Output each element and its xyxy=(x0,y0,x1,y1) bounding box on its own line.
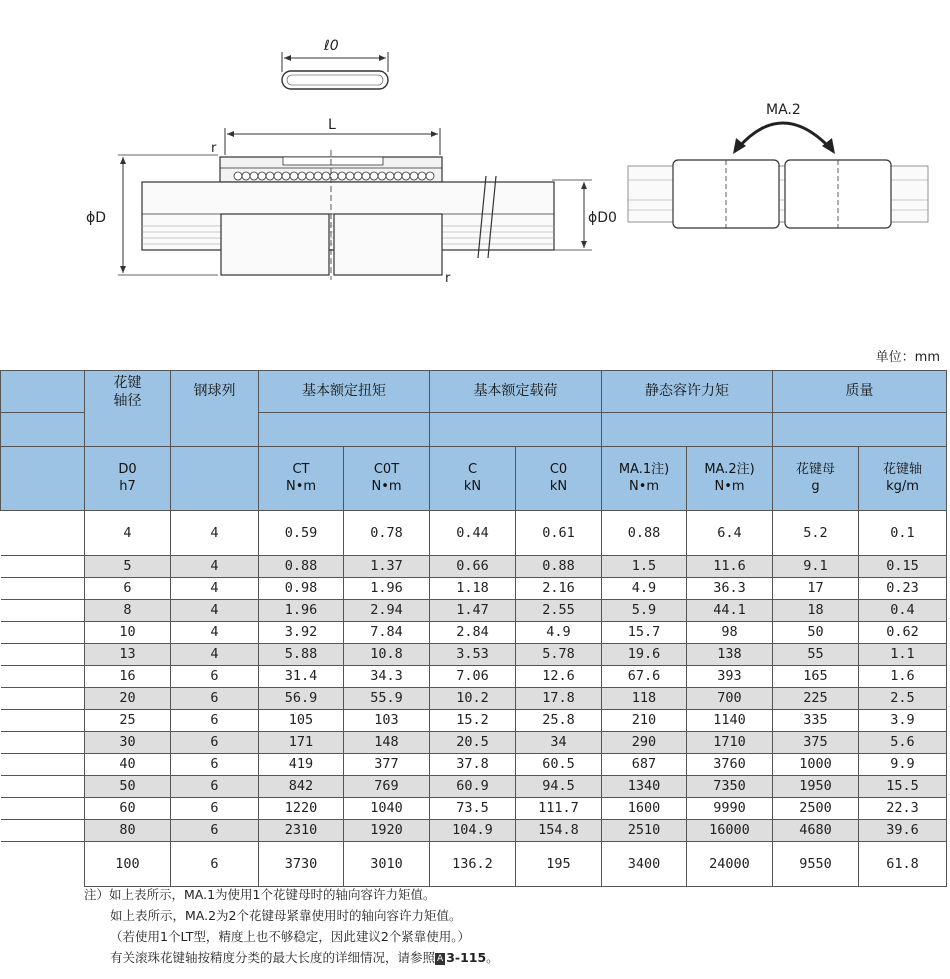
table-cell: 100 xyxy=(85,842,171,887)
table-cell: 98 xyxy=(687,622,773,644)
table-cell: 17.8 xyxy=(516,688,602,710)
table-cell: 6 xyxy=(171,666,259,688)
table-cell: 393 xyxy=(687,666,773,688)
table-cell: 0.59 xyxy=(259,511,344,556)
header-blank-2 xyxy=(1,413,85,447)
table-cell: 148 xyxy=(344,732,430,754)
table-cell: 15.7 xyxy=(602,622,687,644)
table-cell: 6 xyxy=(171,820,259,842)
label-MA2: MA.2 xyxy=(766,102,801,118)
table-row xyxy=(1,842,947,887)
table-cell: 4 xyxy=(171,622,259,644)
note-line-4-end: 。 xyxy=(486,950,499,965)
table-cell: 2.94 xyxy=(344,600,430,622)
header-ct xyxy=(259,447,344,511)
note-line-4 xyxy=(84,947,944,968)
table-cell: 5.78 xyxy=(516,644,602,666)
table-cell: 5.6 xyxy=(859,732,947,754)
header-mass-gap xyxy=(773,413,947,447)
shaft-mass-label: 花键轴 xyxy=(882,462,922,478)
table-cell: 1040 xyxy=(344,798,430,820)
table-cell: 9.9 xyxy=(859,754,947,776)
table-cell: 60 xyxy=(85,798,171,820)
table-cell: 687 xyxy=(602,754,687,776)
table-cell: 3730 xyxy=(259,842,344,887)
table-row xyxy=(1,710,947,732)
table-cell: 842 xyxy=(259,776,344,798)
table-cell: 1.37 xyxy=(344,556,430,578)
table-cell: 6 xyxy=(171,842,259,887)
table-cell: 1.96 xyxy=(344,578,430,600)
table-cell: 1920 xyxy=(344,820,430,842)
table-cell: 40 xyxy=(85,754,171,776)
table-cell: 10.2 xyxy=(430,688,516,710)
table-cell: 0.44 xyxy=(430,511,516,556)
table-cell: 1710 xyxy=(687,732,773,754)
table-cell: 2.55 xyxy=(516,600,602,622)
table-row xyxy=(1,666,947,688)
unit-kn: kN xyxy=(463,478,482,494)
table-cell: 377 xyxy=(344,754,430,776)
ma1-label: MA.1注) xyxy=(618,462,670,478)
table-cell: 67.6 xyxy=(602,666,687,688)
table-cell: 50 xyxy=(85,776,171,798)
header-torque-gap xyxy=(259,413,430,447)
table-cell: 56.9 xyxy=(259,688,344,710)
table-cell: 9990 xyxy=(687,798,773,820)
table-cell: 769 xyxy=(344,776,430,798)
header-ball-blank xyxy=(171,447,259,511)
table-cell: 0.1 xyxy=(859,511,947,556)
table-cell: 1.18 xyxy=(430,578,516,600)
table-cell: 24000 xyxy=(687,842,773,887)
header-c0t xyxy=(344,447,430,511)
table-cell: 60.9 xyxy=(430,776,516,798)
table-cell: 1220 xyxy=(259,798,344,820)
table-cell: 3400 xyxy=(602,842,687,887)
c-label: C xyxy=(467,462,478,478)
table-cell: 3010 xyxy=(344,842,430,887)
table-cell: 4 xyxy=(171,511,259,556)
note-line-4-text: 有关滚珠花键轴按精度分类的最大长度的详细情况，请参照 xyxy=(110,950,436,965)
table-cell: 118 xyxy=(602,688,687,710)
nut-drawing xyxy=(86,117,617,286)
table-cell: 5.9 xyxy=(602,600,687,622)
table-cell: 3.92 xyxy=(259,622,344,644)
table-cell: 4 xyxy=(171,600,259,622)
table-cell: 2.84 xyxy=(430,622,516,644)
row-gutter xyxy=(1,600,85,622)
table-row xyxy=(1,511,947,556)
table-row xyxy=(1,578,947,600)
unit-nm: N•m xyxy=(285,478,317,494)
spec-table-body xyxy=(1,511,947,887)
label-l0: ℓ0 xyxy=(324,38,339,54)
header-c xyxy=(430,447,516,511)
table-cell: 4 xyxy=(171,644,259,666)
note-line-3: （若使用1个LT型，精度上也不够稳定，因此建议2个紧靠使用。） xyxy=(110,929,471,944)
table-cell: 7.84 xyxy=(344,622,430,644)
table-cell: 111.7 xyxy=(516,798,602,820)
table-cell: 4 xyxy=(171,578,259,600)
table-cell: 34.3 xyxy=(344,666,430,688)
label-r-bottom: r xyxy=(445,271,451,286)
header-ma1 xyxy=(602,447,687,511)
table-cell: 10 xyxy=(85,622,171,644)
row-gutter xyxy=(1,644,85,666)
table-cell: 4 xyxy=(171,556,259,578)
table-cell: 225 xyxy=(773,688,859,710)
header-blank-3 xyxy=(1,447,85,511)
table-row xyxy=(1,644,947,666)
double-nut-drawing xyxy=(628,102,928,228)
table-cell: 44.1 xyxy=(687,600,773,622)
table-cell: 17 xyxy=(773,578,859,600)
nut-mass-label: 花键母 xyxy=(795,462,835,478)
table-cell: 18 xyxy=(773,600,859,622)
row-gutter xyxy=(1,578,85,600)
table-row xyxy=(1,688,947,710)
table-cell: 0.78 xyxy=(344,511,430,556)
table-cell: 1950 xyxy=(773,776,859,798)
table-cell: 50 xyxy=(773,622,859,644)
row-gutter xyxy=(1,776,85,798)
row-gutter xyxy=(1,732,85,754)
header-d0 xyxy=(85,447,171,511)
table-cell: 6 xyxy=(85,578,171,600)
label-phiD0: ϕD0 xyxy=(588,210,617,226)
table-cell: 11.6 xyxy=(687,556,773,578)
table-cell: 3.53 xyxy=(430,644,516,666)
note-line-1: 注）如上表所示，MA.1为使用1个花键母时的轴向容许力矩值。 xyxy=(84,887,436,902)
table-cell: 94.5 xyxy=(516,776,602,798)
table-cell: 1.1 xyxy=(859,644,947,666)
table-cell: 210 xyxy=(602,710,687,732)
header-torque: 基本额定扭矩 xyxy=(259,371,430,413)
table-cell: 20.5 xyxy=(430,732,516,754)
header-load: 基本额定载荷 xyxy=(430,371,602,413)
table-cell: 1.47 xyxy=(430,600,516,622)
table-cell: 290 xyxy=(602,732,687,754)
table-row xyxy=(1,820,947,842)
unit-nm: N•m xyxy=(628,478,660,494)
row-gutter xyxy=(1,754,85,776)
table-cell: 4.9 xyxy=(516,622,602,644)
unit-kgm: kg/m xyxy=(886,478,919,494)
row-gutter xyxy=(1,622,85,644)
table-cell: 6 xyxy=(171,710,259,732)
header-moment-gap xyxy=(602,413,773,447)
table-cell: 5 xyxy=(85,556,171,578)
row-gutter xyxy=(1,666,85,688)
table-row xyxy=(1,556,947,578)
row-gutter xyxy=(1,511,85,556)
header-ball-rows-label: 钢球列 xyxy=(193,383,236,399)
table-cell: 34 xyxy=(516,732,602,754)
table-cell: 0.23 xyxy=(859,578,947,600)
header-ball-rows xyxy=(171,371,259,447)
table-cell: 136.2 xyxy=(430,842,516,887)
table-cell: 15.5 xyxy=(859,776,947,798)
note-line-2: 如上表所示，MA.2为2个花键母紧靠使用时的轴向容许力矩值。 xyxy=(110,908,462,923)
unit-nm: N•m xyxy=(714,478,745,494)
header-shaft-mass xyxy=(859,447,947,511)
table-cell: 31.4 xyxy=(259,666,344,688)
table-cell: 104.9 xyxy=(430,820,516,842)
table-cell: 419 xyxy=(259,754,344,776)
table-cell: 55.9 xyxy=(344,688,430,710)
table-cell: 5.2 xyxy=(773,511,859,556)
table-cell: 375 xyxy=(773,732,859,754)
table-cell: 22.3 xyxy=(859,798,947,820)
table-cell: 6.4 xyxy=(687,511,773,556)
table-cell: 1600 xyxy=(602,798,687,820)
table-cell: 7.06 xyxy=(430,666,516,688)
table-cell: 19.6 xyxy=(602,644,687,666)
table-cell: 2.16 xyxy=(516,578,602,600)
table-cell: 61.8 xyxy=(859,842,947,887)
page-ref-link[interactable]: 3-115 xyxy=(446,950,487,965)
table-cell: 1340 xyxy=(602,776,687,798)
key-drawing xyxy=(282,38,388,89)
unit-g: g xyxy=(811,478,820,494)
header-ma2 xyxy=(687,447,773,511)
table-cell: 6 xyxy=(171,754,259,776)
table-row xyxy=(1,776,947,798)
table-cell: 4.9 xyxy=(602,578,687,600)
header-nut-mass xyxy=(773,447,859,511)
table-cell: 6 xyxy=(171,732,259,754)
ref-badge: A xyxy=(437,954,444,964)
table-cell: 60.5 xyxy=(516,754,602,776)
header-shaft-dia-label: 花键 轴径 xyxy=(113,375,142,409)
c0-label: C0 xyxy=(549,462,568,478)
table-row xyxy=(1,798,947,820)
table-row xyxy=(1,754,947,776)
technical-drawing xyxy=(0,0,950,345)
header-mass: 质量 xyxy=(773,371,947,413)
table-cell: 6 xyxy=(171,688,259,710)
table-cell: 171 xyxy=(259,732,344,754)
label-L: L xyxy=(328,117,336,133)
table-cell: 39.6 xyxy=(859,820,947,842)
table-cell: 700 xyxy=(687,688,773,710)
table-cell: 335 xyxy=(773,710,859,732)
table-row xyxy=(1,622,947,644)
table-cell: 16000 xyxy=(687,820,773,842)
table-cell: 138 xyxy=(687,644,773,666)
unit-label: 单位：mm xyxy=(875,350,940,365)
table-cell: 195 xyxy=(516,842,602,887)
table-cell: 3760 xyxy=(687,754,773,776)
table-cell: 3.9 xyxy=(859,710,947,732)
table-cell: 154.8 xyxy=(516,820,602,842)
table-cell: 16 xyxy=(85,666,171,688)
row-gutter xyxy=(1,710,85,732)
table-cell: 9.1 xyxy=(773,556,859,578)
unit-kn: kN xyxy=(549,478,568,494)
table-cell: 103 xyxy=(344,710,430,732)
unit-nm: N•m xyxy=(371,478,402,494)
table-cell: 12.6 xyxy=(516,666,602,688)
table-cell: 15.2 xyxy=(430,710,516,732)
table-cell: 9550 xyxy=(773,842,859,887)
table-cell: 6 xyxy=(171,776,259,798)
notes xyxy=(84,884,944,968)
ma2-label: MA.2注) xyxy=(704,462,755,478)
table-row xyxy=(1,732,947,754)
table-cell: 1.96 xyxy=(259,600,344,622)
row-gutter xyxy=(1,556,85,578)
table-row xyxy=(1,600,947,622)
header-load-gap xyxy=(430,413,602,447)
row-gutter xyxy=(1,688,85,710)
d0-label: D0 xyxy=(118,462,137,478)
table-cell: 2310 xyxy=(259,820,344,842)
table-cell: 1.6 xyxy=(859,666,947,688)
table-cell: 2500 xyxy=(773,798,859,820)
ct-label: CT xyxy=(292,462,310,478)
table-cell: 7350 xyxy=(687,776,773,798)
table-cell: 55 xyxy=(773,644,859,666)
table-cell: 5.88 xyxy=(259,644,344,666)
table-cell: 6 xyxy=(171,798,259,820)
header-blank xyxy=(1,371,85,413)
table-cell: 0.15 xyxy=(859,556,947,578)
table-cell: 165 xyxy=(773,666,859,688)
spec-table xyxy=(0,370,947,887)
table-cell: 2.5 xyxy=(859,688,947,710)
header-moment: 静态容许力矩 xyxy=(602,371,773,413)
label-phiD: ϕD xyxy=(86,210,107,226)
h7-label: h7 xyxy=(119,478,136,494)
header-shaft-dia xyxy=(85,371,171,447)
table-cell: 25.8 xyxy=(516,710,602,732)
table-cell: 20 xyxy=(85,688,171,710)
table-cell: 73.5 xyxy=(430,798,516,820)
table-cell: 0.61 xyxy=(516,511,602,556)
table-cell: 0.66 xyxy=(430,556,516,578)
table-cell: 4680 xyxy=(773,820,859,842)
table-cell: 0.62 xyxy=(859,622,947,644)
table-cell: 4 xyxy=(85,511,171,556)
table-cell: 37.8 xyxy=(430,754,516,776)
table-cell: 1000 xyxy=(773,754,859,776)
table-cell: 36.3 xyxy=(687,578,773,600)
label-r-top: r xyxy=(211,141,217,156)
table-cell: 10.8 xyxy=(344,644,430,666)
table-cell: 0.4 xyxy=(859,600,947,622)
table-cell: 0.88 xyxy=(259,556,344,578)
table-cell: 0.88 xyxy=(516,556,602,578)
table-cell: 0.98 xyxy=(259,578,344,600)
table-cell: 30 xyxy=(85,732,171,754)
row-gutter xyxy=(1,820,85,842)
table-cell: 13 xyxy=(85,644,171,666)
table-cell: 2510 xyxy=(602,820,687,842)
table-cell: 0.88 xyxy=(602,511,687,556)
row-gutter xyxy=(1,842,85,887)
row-gutter xyxy=(1,798,85,820)
table-cell: 1140 xyxy=(687,710,773,732)
header-c0 xyxy=(516,447,602,511)
table-cell: 1.5 xyxy=(602,556,687,578)
table-cell: 25 xyxy=(85,710,171,732)
table-cell: 8 xyxy=(85,600,171,622)
table-cell: 80 xyxy=(85,820,171,842)
c0t-label: C0T xyxy=(373,462,400,478)
table-cell: 105 xyxy=(259,710,344,732)
